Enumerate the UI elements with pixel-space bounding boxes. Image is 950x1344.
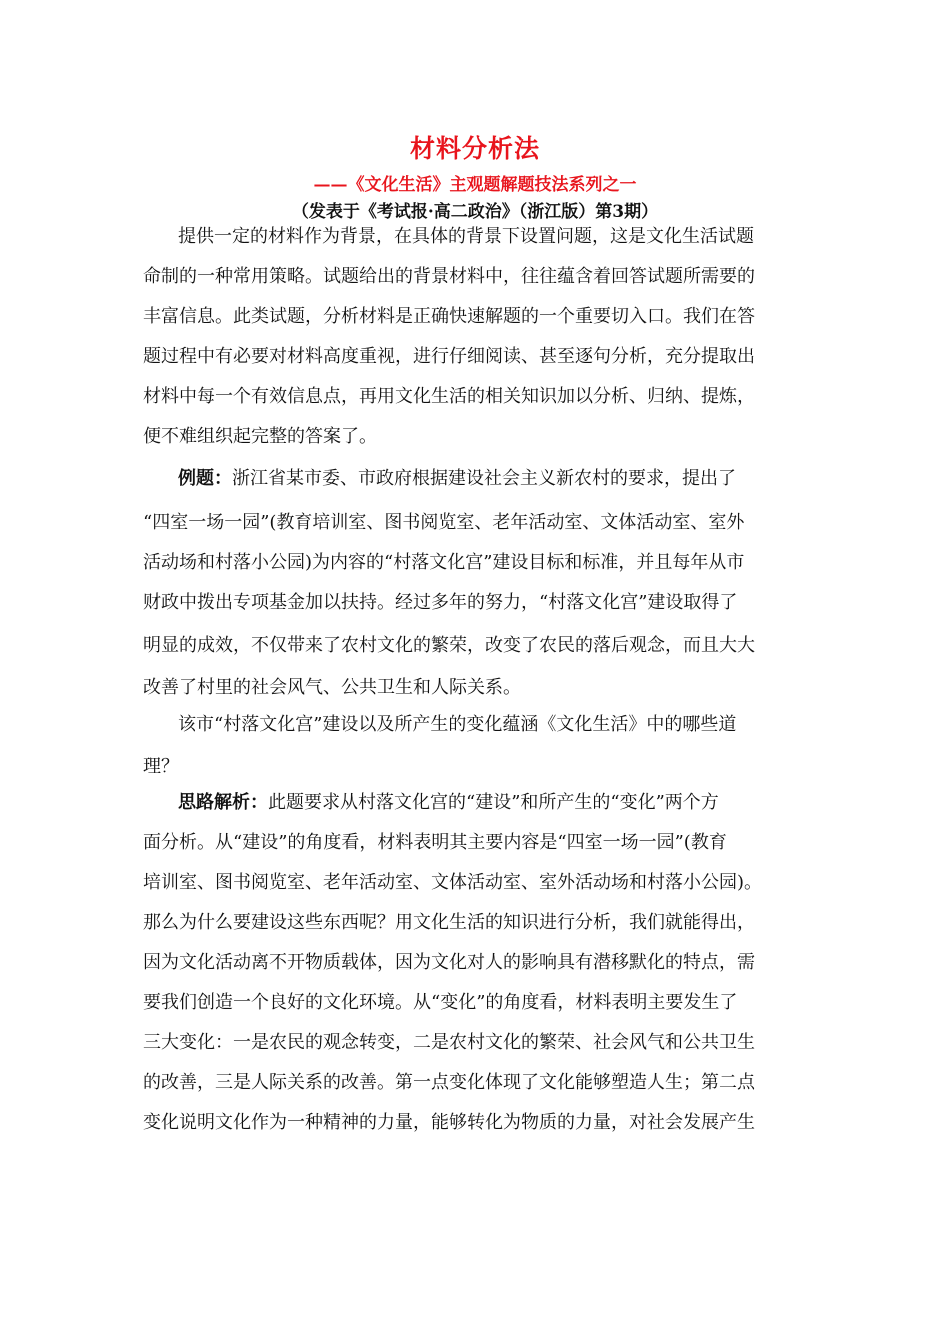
analysis-line: 要我们创造一个良好的文化环境。从“变化”的角度看，材料表明主要发生了 bbox=[143, 992, 738, 1013]
analysis-label: 思路解析： bbox=[178, 792, 268, 813]
example-label: 例题： bbox=[178, 468, 232, 489]
example-line: 浙江省某市委、市政府根据建设社会主义新农村的要求，提出了 bbox=[232, 468, 736, 489]
analysis-line: 那么为什么要建设这些东西呢？用文化生活的知识进行分析，我们就能得出， bbox=[143, 912, 755, 933]
analysis-line: 因为文化活动离不开物质载体，因为文化对人的影响具有潜移默化的特点，需 bbox=[143, 952, 755, 973]
analysis-line: 三大变化：一是农民的观念转变，二是农村文化的繁荣、社会风气和公共卫生 bbox=[143, 1032, 755, 1053]
example-line: 明显的成效，不仅带来了农村文化的繁荣，改变了农民的落后观念，而且大大 bbox=[143, 635, 755, 656]
analysis-line: 培训室、图书阅览室、老年活动室、文体活动室、室外活动场和村落小公园)。 bbox=[143, 872, 763, 893]
analysis-first-line bbox=[178, 790, 719, 816]
intro-line: 命制的一种常用策略。试题给出的背景材料中，往往蕴含着回答试题所需要的 bbox=[143, 266, 755, 287]
document-title: 材料分析法 bbox=[409, 134, 540, 163]
example-line: 活动场和村落小公园)为内容的“村落文化宫”建设目标和标准，并且每年从市 bbox=[143, 552, 745, 573]
intro-line: 便不难组织起完整的答案了。 bbox=[143, 426, 377, 447]
example-line: 改善了村里的社会风气、公共卫生和人际关系。 bbox=[143, 677, 521, 698]
example-line: “四室一场一园”(教育培训室、图书阅览室、老年活动室、文体活动室、室外 bbox=[143, 512, 745, 533]
analysis-line: 变化说明文化作为一种精神的力量，能够转化为物质的力量，对社会发展产生 bbox=[143, 1112, 755, 1133]
question-line: 该市“村落文化宫”建设以及所产生的变化蕴涵《文化生活》中的哪些道 bbox=[178, 714, 737, 735]
analysis-line: 面分析。从“建设”的角度看，材料表明其主要内容是“四室一场一园”(教育 bbox=[143, 832, 727, 853]
intro-line: 丰富信息。此类试题，分析材料是正确快速解题的一个重要切入口。我们在答 bbox=[143, 306, 755, 327]
document-subtitle: ——《文化生活》主观题解题技法系列之一 bbox=[313, 175, 637, 195]
intro-line: 题过程中有必要对材料高度重视，进行仔细阅读、甚至逐句分析，充分提取出 bbox=[143, 346, 755, 367]
example-line: 财政中拨出专项基金加以扶持。经过多年的努力，“村落文化宫”建设取得了 bbox=[143, 592, 738, 613]
example-first-line bbox=[178, 466, 736, 492]
question-line: 理？ bbox=[143, 756, 179, 777]
intro-line: 提供一定的材料作为背景，在具体的背景下设置问题，这是文化生活试题 bbox=[178, 226, 754, 247]
intro-line: 材料中每一个有效信息点，再用文化生活的相关知识加以分析、归纳、提炼， bbox=[143, 386, 755, 407]
analysis-line: 的改善，三是人际关系的改善。第一点变化体现了文化能够塑造人生；第二点 bbox=[143, 1072, 755, 1093]
analysis-line: 此题要求从村落文化宫的“建设”和所产生的“变化”两个方 bbox=[268, 792, 719, 813]
publication-info: （发表于《考试报·高二政治》（浙江版）第3期） bbox=[291, 202, 659, 222]
